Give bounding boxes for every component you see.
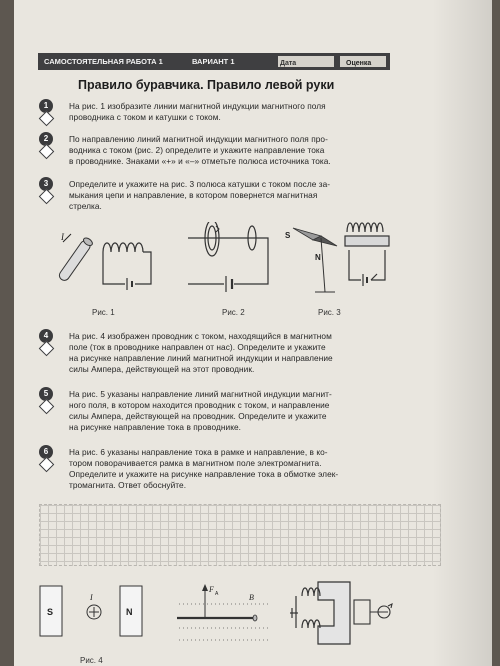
task-line: мыкания цепи и направление, в котором повернется магнитная	[69, 190, 318, 200]
figure-1-label: Рис. 1	[92, 308, 115, 317]
figure-2	[178, 222, 278, 300]
task-number-1	[39, 99, 56, 114]
task-number-badge: 5	[39, 387, 53, 401]
task-line: силы Ампера, действующей на этот проводник.	[69, 364, 255, 374]
page-shadow	[432, 0, 492, 666]
task-line: в проводнике. Знаками «+» и «–» отметьте полюса источника тока.	[69, 156, 331, 166]
task-line: проводника с током и катушки с током.	[69, 112, 221, 122]
task-number-3	[39, 177, 56, 192]
task-line: тором поворачивается рамка в магнитном поле электромагнита.	[69, 458, 322, 468]
task-number-badge: 4	[39, 329, 53, 343]
task-line: На рис. 6 указаны направление тока в рамке и направление, в ко-	[69, 447, 328, 457]
header-bar	[38, 53, 390, 70]
task-line: На рис. 4 изображен проводник с током, находящийся в магнитном	[69, 331, 332, 341]
current-label-4: I	[90, 593, 93, 602]
task-3	[69, 179, 330, 212]
task-line: водника с током (рис. 2) определите и укажите направление тока	[69, 145, 325, 155]
task-line: Определите и укажите на рисунке направление тока в обмотке элек-	[69, 469, 339, 479]
figure-4	[38, 580, 158, 650]
current-label: I	[61, 232, 64, 242]
task-6	[69, 447, 338, 491]
figure-3-label: Рис. 3	[318, 308, 341, 317]
task-number-2	[39, 132, 56, 147]
task-line: силы Ампера, действующей на проводник. Определите и укажите	[69, 411, 327, 421]
task-line: Определите и укажите на рис. 3 полюса катушки с током после за-	[69, 179, 331, 189]
figure-5	[175, 578, 275, 648]
circuit-loop	[188, 222, 268, 292]
force-label: F	[209, 585, 214, 594]
figure-3	[285, 222, 395, 300]
task-2	[69, 134, 331, 167]
task-line: тромагнита. Ответ обоснуйте.	[69, 480, 187, 490]
task-number-badge: 3	[39, 177, 53, 191]
figure-6	[288, 578, 398, 650]
figure-2-label: Рис. 2	[222, 308, 245, 317]
task-number-4	[39, 329, 56, 344]
conductor-rod	[57, 236, 93, 282]
page-title: Правило буравчика. Правило левой руки	[78, 78, 335, 92]
work-label: САМОСТОЯТЕЛЬНАЯ РАБОТА 1	[44, 57, 163, 66]
variant-label: ВАРИАНТ 1	[192, 57, 235, 66]
electromagnet	[290, 582, 350, 644]
task-4	[69, 331, 333, 375]
force-subscript: A	[215, 591, 219, 597]
pole-s-label: S	[47, 607, 54, 617]
rotating-frame	[354, 600, 392, 624]
task-5	[69, 389, 332, 433]
task-line: на рисунке направление тока в проводнике.	[69, 422, 241, 432]
task-number-badge: 6	[39, 445, 53, 459]
coil-with-core	[345, 223, 389, 286]
current-arrow	[63, 234, 71, 242]
induction-label: B	[249, 593, 254, 602]
field-dots	[179, 604, 271, 640]
date-field[interactable]	[278, 56, 334, 67]
task-line: на рисунке направление линий магнитной индукции и направление	[69, 353, 333, 363]
task-line: На рис. 1 изобразите линии магнитной индукции магнитного поля	[69, 101, 326, 111]
coil-circuit	[103, 243, 151, 290]
needle-n-label: N	[315, 253, 321, 262]
grade-label: Оценка	[346, 60, 372, 67]
task-line: ного поля, в котором находится проводник с током, и направление	[69, 400, 330, 410]
task-line: На рис. 5 указаны направление линий магнитной индукции магнит-	[69, 389, 332, 399]
answer-grid[interactable]	[39, 504, 441, 566]
task-line: По направлению линий магнитной индукции магнитного поля про-	[69, 134, 328, 144]
pole-n-label: N	[126, 607, 133, 617]
figure-1	[55, 222, 165, 300]
task-number-badge: 1	[39, 99, 53, 113]
task-number-badge: 2	[39, 132, 53, 146]
task-1	[69, 101, 326, 123]
task-line: стрелка.	[69, 201, 102, 211]
task-number-5	[39, 387, 56, 402]
task-number-6	[39, 445, 56, 460]
needle-s-label: S	[285, 231, 291, 240]
task-line: поле (ток в проводнике направлен от нас). Определите и укажите	[69, 342, 326, 352]
figure-4-label: Рис. 4	[80, 656, 103, 665]
date-label: Дата	[280, 60, 297, 67]
grade-field[interactable]	[340, 56, 386, 67]
